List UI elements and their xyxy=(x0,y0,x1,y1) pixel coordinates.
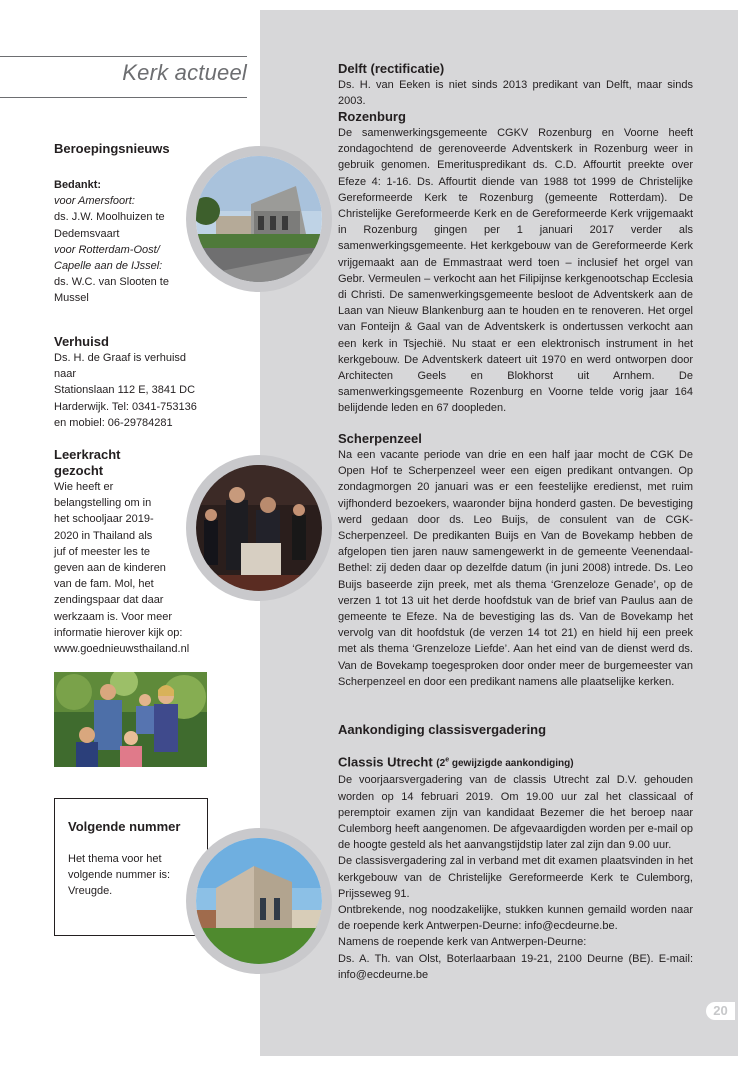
next-issue-line: volgende nummer is: xyxy=(68,869,171,882)
classis-section xyxy=(338,721,693,983)
leerkracht-title-line: Leerkracht xyxy=(54,447,121,462)
page-number: 20 xyxy=(706,1002,735,1020)
rozenburg-section xyxy=(338,108,693,417)
beroeping-line: voor Rotterdam-Oost/ xyxy=(54,243,160,256)
scherpenzeel-title: Scherpenzeel xyxy=(338,431,422,446)
leerkracht-line: Wie heeft er xyxy=(54,481,114,493)
verhuisd-title: Verhuisd xyxy=(54,334,109,349)
beroeping-line: Capelle aan de IJssel: xyxy=(54,260,163,273)
leerkracht-section xyxy=(54,447,204,657)
leerkracht-line: zendingspaar dat daar xyxy=(54,594,164,607)
leerkracht-line: informatie hierover kijk op: xyxy=(54,626,183,639)
next-issue-title: Volgende nummer xyxy=(68,819,181,834)
classis-subtitle-note-end: gewijzigde aankondiging) xyxy=(449,758,574,770)
next-issue-line: Vreugde. xyxy=(68,885,113,898)
church-rozenburg-photo xyxy=(186,146,332,292)
leerkracht-title-line: gezocht xyxy=(54,463,104,478)
delft-title: Delft (rectificatie) xyxy=(338,61,445,76)
verhuisd-line: en mobiel: 06-29784281 xyxy=(54,416,173,429)
website-link[interactable]: www.goednieuwsthailand.nl xyxy=(54,643,190,656)
classis-heading: Aankondiging classisvergadering xyxy=(338,722,547,737)
scherpenzeel-section xyxy=(338,430,693,690)
beroeping-line: ds. W.C. van Slooten te xyxy=(54,276,169,289)
classis-paragraph: Ontbrekende, nog noodzakelijke, stukken kunnen gemaild worden naar de roepende kerk Antwerpen-Deurne: info@ecdeurne.be. xyxy=(338,903,693,933)
classis-subtitle-note xyxy=(436,758,573,769)
beroepingsnieuws-title: Beroepingsnieuws xyxy=(54,141,170,156)
leerkracht-line: het schooljaar 2019- xyxy=(54,513,154,526)
delft-section xyxy=(338,60,693,109)
delft-body: Ds. H. van Eeken is niet sinds 2013 predikant van Delft, maar sinds 2003. xyxy=(338,79,693,108)
header-rule-bottom xyxy=(0,97,247,98)
beroepingsnieuws-section xyxy=(54,141,204,307)
classis-subtitle-sup: e xyxy=(445,757,450,764)
verhuisd-line: Ds. H. de Graaf is verhuisd naar xyxy=(54,352,187,381)
verhuisd-line: Stationslaan 112 E, 3841 DC xyxy=(54,384,196,397)
church-service-photo xyxy=(186,455,332,601)
classis-paragraph: Namens de roepende kerk van Antwerpen-Deurne: xyxy=(338,936,587,949)
church-culemborg-photo xyxy=(186,828,332,974)
leerkracht-line: 2020 in Thailand als xyxy=(54,529,153,542)
beroeping-line: voor Amersfoort: xyxy=(54,195,135,208)
next-issue-text xyxy=(68,851,198,900)
beroeping-line: Mussel xyxy=(54,292,89,305)
bedankt-label: Bedankt: xyxy=(54,179,102,191)
leerkracht-title xyxy=(54,447,204,479)
classis-subtitle-main: Classis Utrecht xyxy=(338,754,433,770)
leerkracht-line: belangstelling om in xyxy=(54,497,152,510)
leerkracht-line: werkzaam is. Voor meer xyxy=(54,610,172,623)
family-photo xyxy=(54,672,207,767)
verhuisd-section xyxy=(54,334,209,431)
beroeping-line: Dedemsvaart xyxy=(54,227,120,240)
scherpenzeel-body: Na een vacante periode van drie en een half jaar mocht de CGK De Open Hof te Scherpenzeel weer een eigen predikant ontvangen. Op zondagmorgen 20 januari was er een feestelijke eredienst, met ruim vijfhonderd bezoekers, waaronder bijna honderd gasten. De bevestiging werd gedaan door ds. Leo Buijs, de consulent van de CGK-Scherpenzeel. De predikanten Buijs en Van de Bovekamp hebben de afgelopen tien jaren nauw samengewerkt in de gemeente Veenendaal-Bethel: zij deden daar op dezelfde datum (in juni 2008) intrede. Ds. Leo Buijs baseerde zijn preek, met als thema ‘Grenzeloze Genade’, op de verzen 1 tot 13 uit het derde hoofdstuk van de brief van Paulus aan de gemeente te Efeze. Na de bevestiging las ds. Van de Bovekamp het vervolg van dit hoofdstuk (de verzen 14 tot 21) en hield hij een preek met als thema ‘Grenzeloze Liefde’. Aan het eind van de dienst werd ds. Van de Bovekamp toegesproken door onder meer de burgemeester van Scherpenzeel en door een predikant namens alle plaatselijke kerken. xyxy=(338,449,693,688)
page-title: Kerk actueel xyxy=(122,60,247,85)
next-issue-box xyxy=(54,798,208,936)
classis-subtitle-note-start: (2 xyxy=(436,758,446,770)
leerkracht-line: geven aan de kinderen xyxy=(54,562,166,575)
classis-paragraph: De classisvergadering zal in verband met dit examen plaatsvinden in het kerkgebouw van de Christelijke Gereformeerde Kerk te Culemborg, Prijsseweg 91. xyxy=(338,855,693,900)
rozenburg-body: De samenwerkingsgemeente CGKV Rozenburg en Voorne heeft zondagochtend de gerenoveerde Adventskerk in Rozenburg weer in gebruik genomen. Emerituspredikant ds. C.D. Affourtit preekte over Efeze 4: 1-16. Ds. Affourtit diende van 1988 tot 1999 de Christelijke Gereformeerde Kerk te Rozenburg (gemeente Rotterdam). De Christelijke Gereformeerde Kerk en de Gereformeerde Kerk vrijgemaakt in Rozenburg gingen per 1 januari 2017 verder als samenwerkingsgemeente. Het kerkgebouw van de Gereformeerde Kerk vrijgemaakt aan de Emmastraat werd toen – inclusief het orgel van Gebr. Vermeulen – verkocht aan het Filipijnse kerkgenootschap Ecclesia di Christi. De samenwerkingsgemeente besloot de Adventskerk aan de Laan van Nieuw Blankenburg aan te houden en te renoveren. Het orgel van Fonteijn & Gaal van de Adventskerk is ondertussen verkocht aan een kerk in Tsjechië. Nu staat er een elektronisch instrument in het kerkgebouw. De Adventskerk dateert uit 1970 en werd ontworpen door Architecten Geels en Blokhorst uit Arnhem. De samenwerkingsgemeente Rozenburg en Voorne telde vorig jaar 164 belijdende leden en 67 doopleden. xyxy=(338,127,693,415)
next-issue-line: Het thema voor het xyxy=(68,853,162,865)
header-rule-top xyxy=(0,56,247,57)
verhuisd-line: Harderwijk. Tel: 0341-753136 xyxy=(54,400,197,413)
classis-subtitle xyxy=(338,752,693,772)
beroeping-line: ds. J.W. Moolhuizen te xyxy=(54,211,165,224)
leerkracht-line: juf of meester les te xyxy=(54,545,150,558)
rozenburg-title: Rozenburg xyxy=(338,109,406,124)
classis-paragraph: Ds. A. Th. van Olst, Boterlaarbaan 19-21, 2100 Deurne (BE). E-mail: info@ecdeurne.be xyxy=(338,952,693,981)
leerkracht-line: van de fam. Mol, het xyxy=(54,578,154,591)
classis-paragraph: De voorjaarsvergadering van de classis Utrecht zal D.V. gehouden worden op 14 februari 2019. Om 19.00 uur zal het classicaal of peremptoir examen zijn van kandidaat Bezemer die het beroep naar Culemborg heeft aangenomen. De afgevaardigden worden per e-mail op de hoogte gesteld als het aanvangstijdstip later zal zijn dan 9.00 uur. xyxy=(338,774,693,852)
